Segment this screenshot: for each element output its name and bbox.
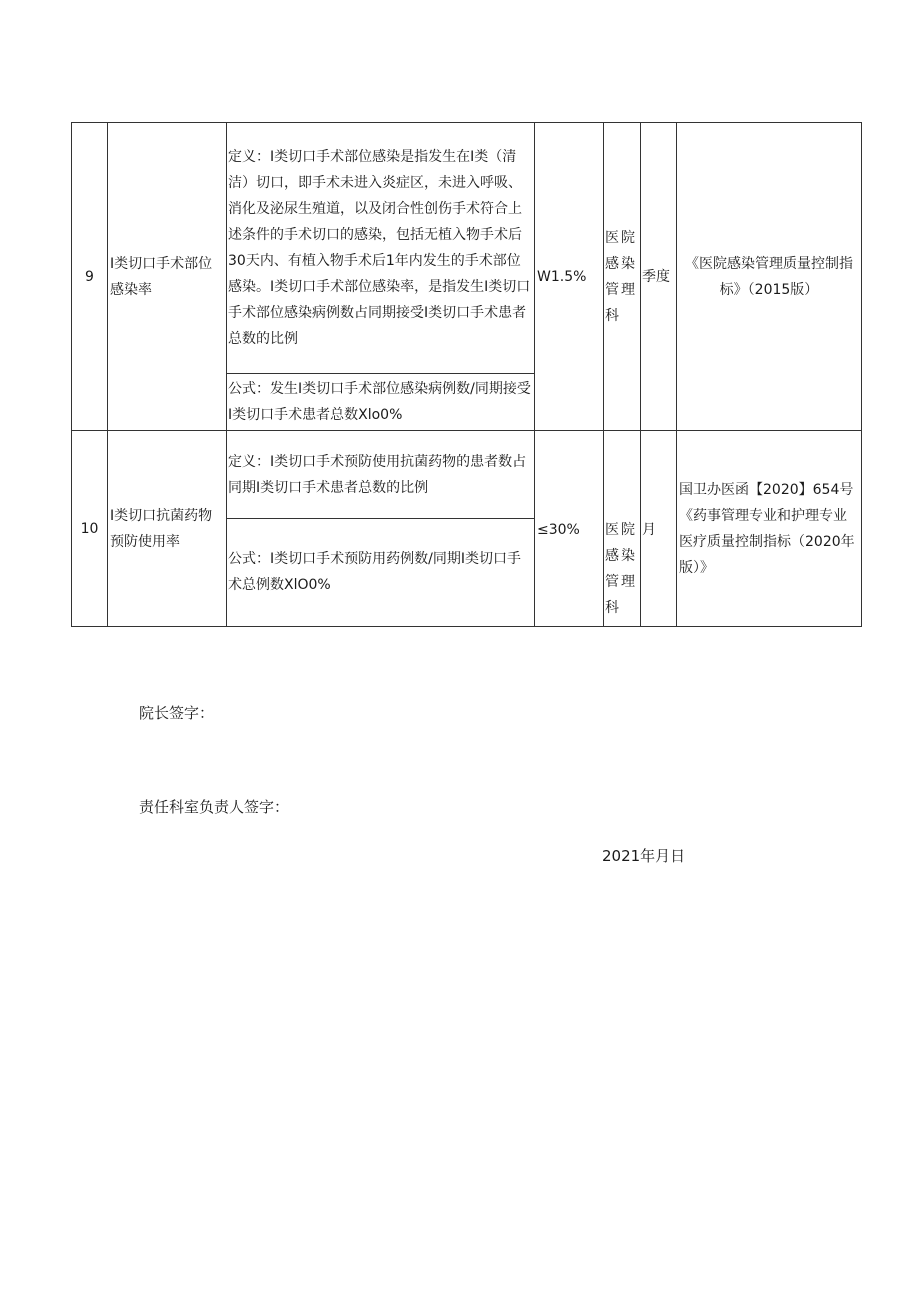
definition-cell [227, 431, 535, 627]
formula-text: 公式：发生Ⅰ类切口手术部位感染病例数/同期接受Ⅰ类切口手术患者总数Xlo0% [228, 380, 531, 423]
responsible-dept: 医院感染管理科 [604, 123, 641, 431]
frequency: 月 [641, 431, 677, 627]
table-row [72, 431, 862, 627]
row-number: 9 [72, 123, 108, 431]
responsible-dept: 医院感染管理科 [604, 431, 641, 627]
definition-inner-table [227, 433, 534, 625]
signature-date: 2021年月日 [602, 847, 686, 865]
president-signature-label: 院长签字： [139, 704, 215, 722]
source-document: 《医院感染管理质量控制指标》（2015版） [677, 123, 862, 431]
frequency: 季度 [641, 123, 677, 431]
dept-head-signature-label: 责任科室负责人签字： [139, 798, 290, 816]
indicator-name: Ⅰ类切口抗菌药物预防使用率 [108, 431, 227, 627]
formula-text: 公式：Ⅰ类切口手术预防用药例数/同期Ⅰ类切口手术总例数XlO0% [228, 550, 521, 593]
target-value: W1.5% [535, 123, 604, 431]
definition-text: 定义：Ⅰ类切口手术部位感染是指发生在Ⅰ类（清洁）切口，即手术未进入炎症区，未进入呼吸、消化及泌尿生殖道，以及闭合性创伤手术符合上述条件的手术切口的感染，包括无植入物手术后30天内、有植入物手术后1年内发生的手术部位感染。Ⅰ类切口手术部位感染率，是指发生Ⅰ类切口手术部位感染病例数占同期接受Ⅰ类切口手术患者总数的比例 [227, 123, 534, 373]
row-number: 10 [72, 431, 108, 627]
definition-inner-table [227, 123, 534, 430]
definition-text: 定义：Ⅰ类切口手术预防使用抗菌药物的患者数占同期Ⅰ类切口手术患者总数的比例 [227, 433, 534, 519]
target-value: ≤30% [535, 431, 604, 627]
definition-cell [227, 123, 535, 431]
source-document: 国卫办医函【2020】654号《药事管理专业和护理专业医疗质量控制指标（2020年版）》 [677, 431, 862, 627]
indicator-name: Ⅰ类切口手术部位感染率 [108, 123, 227, 431]
indicator-table [71, 122, 862, 627]
table-row [72, 123, 862, 431]
